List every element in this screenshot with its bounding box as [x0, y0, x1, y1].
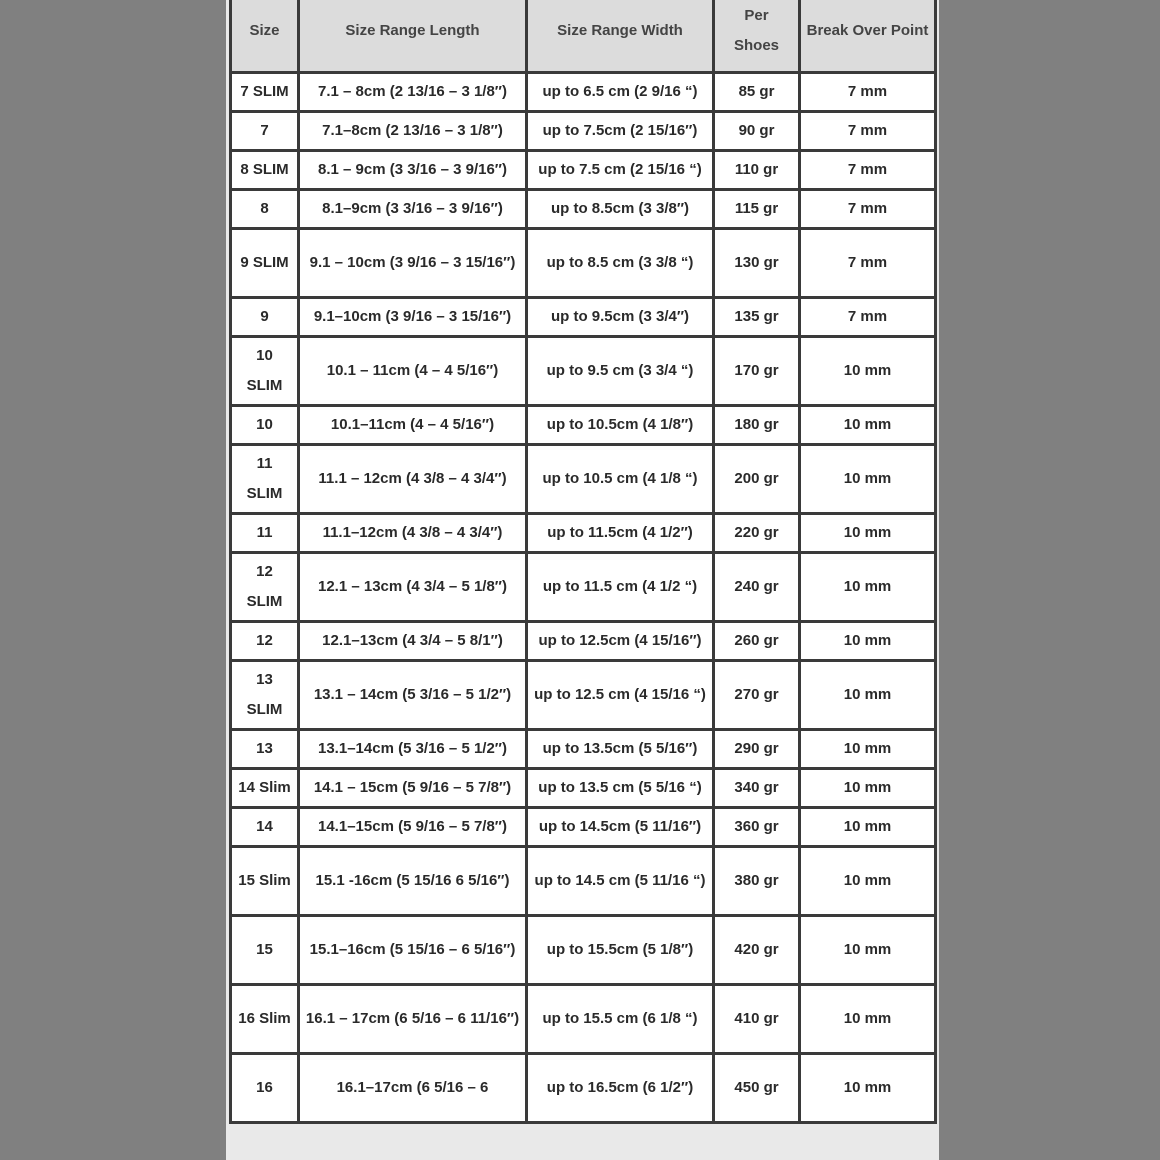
cell-weight: 420 gr — [714, 916, 800, 985]
cell-size: 15 — [231, 916, 299, 985]
cell-length: 15.1 -16cm (5 15/16 6 5/16″) — [299, 847, 527, 916]
cell-size: 11 SLIM — [231, 445, 299, 514]
cell-length: 11.1 – 12cm (4 3/8 – 4 3/4″) — [299, 445, 527, 514]
cell-weight: 220 gr — [714, 514, 800, 553]
cell-length: 12.1 – 13cm (4 3/4 – 5 1/8″) — [299, 553, 527, 622]
cell-weight: 135 gr — [714, 298, 800, 337]
cell-width: up to 14.5cm (5 11/16″) — [527, 808, 714, 847]
cell-width: up to 15.5 cm (6 1/8 “) — [527, 985, 714, 1054]
cell-width: up to 13.5cm (5 5/16″) — [527, 730, 714, 769]
cell-size: 16 — [231, 1054, 299, 1123]
cell-width: up to 7.5cm (2 15/16″) — [527, 112, 714, 151]
cell-weight: 410 gr — [714, 985, 800, 1054]
cell-weight: 90 gr — [714, 112, 800, 151]
cell-width: up to 8.5 cm (3 3/8 “) — [527, 229, 714, 298]
header-size-range-length: Size Range Length — [299, 0, 527, 73]
cell-length: 13.1 – 14cm (5 3/16 – 5 1/2″) — [299, 661, 527, 730]
cell-length: 11.1–12cm (4 3/8 – 4 3/4″) — [299, 514, 527, 553]
table-row — [231, 514, 936, 553]
size-chart-sheet — [226, 0, 939, 1160]
cell-width: up to 7.5 cm (2 15/16 “) — [527, 151, 714, 190]
table-row — [231, 730, 936, 769]
size-chart-table — [229, 0, 937, 1124]
table-row — [231, 151, 936, 190]
cell-weight: 180 gr — [714, 406, 800, 445]
cell-break-over-point: 10 mm — [800, 622, 936, 661]
cell-size: 7 SLIM — [231, 73, 299, 112]
cell-break-over-point: 10 mm — [800, 769, 936, 808]
cell-size: 11 — [231, 514, 299, 553]
table-row — [231, 553, 936, 622]
cell-width: up to 6.5 cm (2 9/16 “) — [527, 73, 714, 112]
cell-width: up to 8.5cm (3 3/8″) — [527, 190, 714, 229]
cell-weight: 450 gr — [714, 1054, 800, 1123]
cell-break-over-point: 7 mm — [800, 112, 936, 151]
cell-width: up to 14.5 cm (5 11/16 “) — [527, 847, 714, 916]
table-row — [231, 229, 936, 298]
cell-size: 9 — [231, 298, 299, 337]
cell-weight: 270 gr — [714, 661, 800, 730]
cell-length: 10.1 – 11cm (4 – 4 5/16″) — [299, 337, 527, 406]
table-row — [231, 1054, 936, 1123]
cell-width: up to 12.5cm (4 15/16″) — [527, 622, 714, 661]
table-row — [231, 112, 936, 151]
table-row — [231, 916, 936, 985]
cell-size: 8 SLIM — [231, 151, 299, 190]
cell-size: 12 SLIM — [231, 553, 299, 622]
table-row — [231, 985, 936, 1054]
cell-weight: 380 gr — [714, 847, 800, 916]
cell-length: 15.1–16cm (5 15/16 – 6 5/16″) — [299, 916, 527, 985]
cell-break-over-point: 10 mm — [800, 985, 936, 1054]
cell-width: up to 9.5cm (3 3/4″) — [527, 298, 714, 337]
cell-width: up to 9.5 cm (3 3/4 “) — [527, 337, 714, 406]
cell-width: up to 11.5cm (4 1/2″) — [527, 514, 714, 553]
cell-break-over-point: 10 mm — [800, 337, 936, 406]
cell-size: 8 — [231, 190, 299, 229]
cell-width: up to 12.5 cm (4 15/16 “) — [527, 661, 714, 730]
cell-length: 7.1–8cm (2 13/16 – 3 1/8″) — [299, 112, 527, 151]
cell-length: 16.1 – 17cm (6 5/16 – 6 11/16″) — [299, 985, 527, 1054]
table-row — [231, 73, 936, 112]
cell-break-over-point: 10 mm — [800, 406, 936, 445]
cell-size: 13 SLIM — [231, 661, 299, 730]
cell-length: 9.1–10cm (3 9/16 – 3 15/16″) — [299, 298, 527, 337]
cell-weight: 130 gr — [714, 229, 800, 298]
cell-weight: 170 gr — [714, 337, 800, 406]
cell-size: 7 — [231, 112, 299, 151]
table-header — [231, 0, 936, 73]
cell-width: up to 15.5cm (5 1/8″) — [527, 916, 714, 985]
cell-break-over-point: 7 mm — [800, 190, 936, 229]
header-per-shoes: Per Shoes — [714, 0, 800, 73]
cell-weight: 240 gr — [714, 553, 800, 622]
cell-break-over-point: 10 mm — [800, 847, 936, 916]
cell-weight: 110 gr — [714, 151, 800, 190]
cell-width: up to 11.5 cm (4 1/2 “) — [527, 553, 714, 622]
header-size: Size — [231, 0, 299, 73]
cell-break-over-point: 7 mm — [800, 151, 936, 190]
cell-length: 9.1 – 10cm (3 9/16 – 3 15/16″) — [299, 229, 527, 298]
table-row — [231, 445, 936, 514]
cell-size: 14 Slim — [231, 769, 299, 808]
cell-size: 14 — [231, 808, 299, 847]
cell-break-over-point: 10 mm — [800, 916, 936, 985]
table-body — [231, 73, 936, 1123]
cell-length: 14.1 – 15cm (5 9/16 – 5 7/8″) — [299, 769, 527, 808]
cell-weight: 290 gr — [714, 730, 800, 769]
cell-break-over-point: 10 mm — [800, 445, 936, 514]
cell-break-over-point: 10 mm — [800, 514, 936, 553]
cell-break-over-point: 10 mm — [800, 730, 936, 769]
table-row — [231, 298, 936, 337]
cell-length: 8.1 – 9cm (3 3/16 – 3 9/16″) — [299, 151, 527, 190]
table-row — [231, 808, 936, 847]
table-row — [231, 622, 936, 661]
cell-length: 16.1–17cm (6 5/16 – 6 — [299, 1054, 527, 1123]
cell-break-over-point: 7 mm — [800, 229, 936, 298]
cell-break-over-point: 10 mm — [800, 661, 936, 730]
cell-break-over-point: 7 mm — [800, 298, 936, 337]
cell-weight: 200 gr — [714, 445, 800, 514]
cell-width: up to 16.5cm (6 1/2″) — [527, 1054, 714, 1123]
table-row — [231, 406, 936, 445]
cell-weight: 260 gr — [714, 622, 800, 661]
cell-weight: 115 gr — [714, 190, 800, 229]
cell-width: up to 13.5 cm (5 5/16 “) — [527, 769, 714, 808]
cell-break-over-point: 10 mm — [800, 553, 936, 622]
table-row — [231, 337, 936, 406]
table-row — [231, 769, 936, 808]
cell-weight: 85 gr — [714, 73, 800, 112]
cell-length: 10.1–11cm (4 – 4 5/16″) — [299, 406, 527, 445]
cell-break-over-point: 10 mm — [800, 1054, 936, 1123]
cell-size: 10 SLIM — [231, 337, 299, 406]
cell-weight: 360 gr — [714, 808, 800, 847]
cell-length: 13.1–14cm (5 3/16 – 5 1/2″) — [299, 730, 527, 769]
cell-size: 9 SLIM — [231, 229, 299, 298]
cell-weight: 340 gr — [714, 769, 800, 808]
cell-width: up to 10.5 cm (4 1/8 “) — [527, 445, 714, 514]
table-row — [231, 661, 936, 730]
table-row — [231, 847, 936, 916]
cell-width: up to 10.5cm (4 1/8″) — [527, 406, 714, 445]
cell-length: 7.1 – 8cm (2 13/16 – 3 1/8″) — [299, 73, 527, 112]
header-row — [231, 0, 936, 73]
cell-length: 14.1–15cm (5 9/16 – 5 7/8″) — [299, 808, 527, 847]
cell-size: 15 Slim — [231, 847, 299, 916]
cell-size: 13 — [231, 730, 299, 769]
cell-size: 12 — [231, 622, 299, 661]
cell-size: 10 — [231, 406, 299, 445]
cell-length: 8.1–9cm (3 3/16 – 3 9/16″) — [299, 190, 527, 229]
cell-break-over-point: 7 mm — [800, 73, 936, 112]
cell-break-over-point: 10 mm — [800, 808, 936, 847]
cell-size: 16 Slim — [231, 985, 299, 1054]
table-row — [231, 190, 936, 229]
header-size-range-width: Size Range Width — [527, 0, 714, 73]
cell-length: 12.1–13cm (4 3/4 – 5 8/1″) — [299, 622, 527, 661]
header-break-over-point: Break Over Point — [800, 0, 936, 73]
